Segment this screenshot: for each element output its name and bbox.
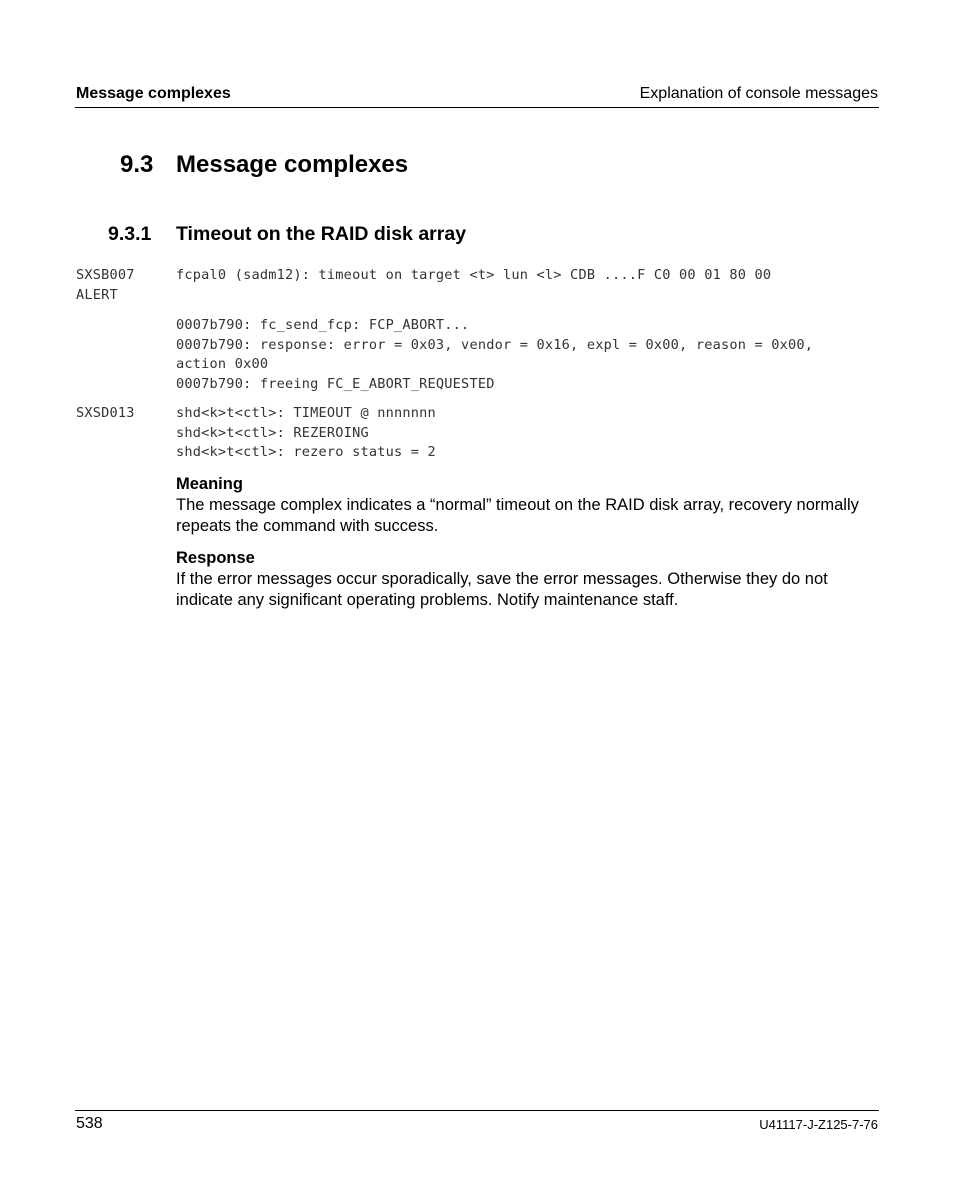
response-text: If the error messages occur sporadically, save the error messages. Otherwise they do not indicate any significant operating problems. Notify maintenance staff. [176, 570, 828, 609]
meaning-heading: Meaning [176, 475, 243, 493]
message-code: SXSD013 [76, 405, 135, 421]
section-heading [120, 151, 408, 179]
page-number: 538 [76, 1115, 103, 1132]
document-id: U41117-J-Z125-7-76 [759, 1117, 878, 1132]
subsection-number: 9.3.1 [108, 223, 152, 245]
message-text: 0007b790: fc_send_fcp: FCP_ABORT... 0007b790: response: error = 0x03, vendor = 0x16, expl = 0x00, reason = 0x00, action 0x00 0007b790: freeing FC_E_ABORT_REQUESTED [176, 317, 814, 392]
subsection-heading [108, 223, 466, 246]
section-number: 9.3 [120, 151, 154, 178]
meaning-text: The message complex indicates a “normal” timeout on the RAID disk array, recovery normally repeats the command with success. [176, 496, 859, 535]
response-heading: Response [176, 549, 255, 567]
message-text: shd<k>t<ctl>: TIMEOUT @ nnnnnnn shd<k>t<ctl>: REZEROING shd<k>t<ctl>: rezero status = 2 [176, 405, 436, 460]
section-title: Message complexes [176, 151, 409, 178]
subsection-title: Timeout on the RAID disk array [176, 223, 467, 245]
message-text: fcpal0 (sadm12): timeout on target <t> lun <l> CDB ....F C0 00 01 80 00 [176, 267, 772, 283]
footer-divider [75, 1110, 879, 1111]
header-divider [75, 107, 879, 108]
message-code: SXSB007 ALERT [76, 267, 135, 303]
running-header-section: Message complexes [76, 85, 231, 102]
running-header-chapter: Explanation of console messages [639, 85, 878, 102]
